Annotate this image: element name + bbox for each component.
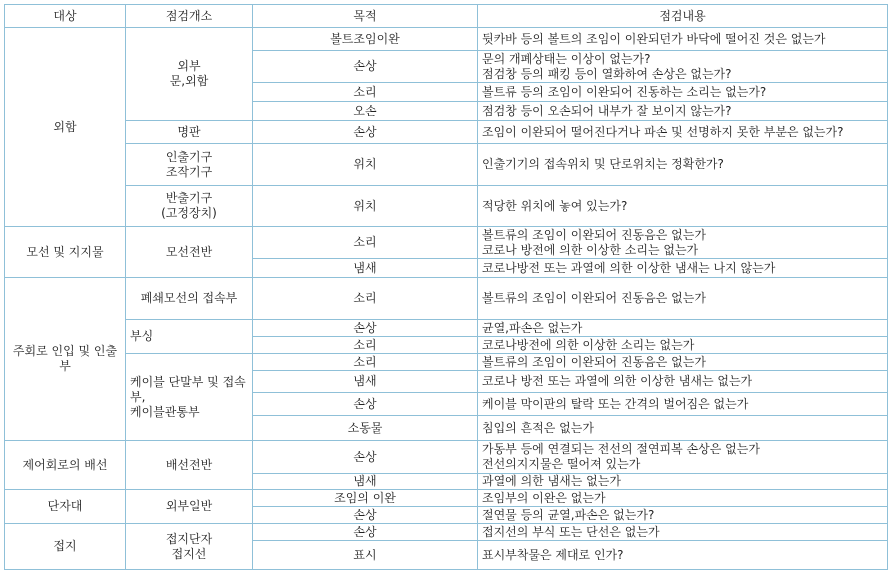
part-cell: [126, 320, 253, 354]
part-cell: [126, 354, 253, 441]
part-label: 모선전반: [165, 244, 213, 259]
content-cell: 균열,파손은 없는가: [478, 320, 888, 337]
content-cell: 볼트류의 조임이 이완되어 진동음은 없는가 코로나 방전에 의한 이상한 소리는 없는가: [478, 227, 888, 259]
table-row: [5, 320, 888, 337]
table-row: [5, 354, 888, 371]
purpose-cell: 소리: [253, 354, 478, 371]
group-cell: [5, 227, 126, 278]
part-cell: [126, 441, 253, 490]
content-cell: 점검창 등이 오손되어 내부가 잘 보이지 않는가?: [478, 102, 888, 121]
purpose-cell: 볼트조임이완: [253, 28, 478, 51]
part-cell: [126, 490, 253, 524]
content-cell: 적당한 위치에 놓여 있는가?: [478, 186, 888, 227]
part-cell: [126, 144, 253, 186]
part-cell: [126, 121, 253, 144]
group-label: 접지: [53, 539, 77, 553]
purpose-cell: 냄새: [253, 259, 478, 278]
group-label: 모선 및 지지물: [26, 244, 104, 259]
content-cell: 볼트류 등의 조임이 이완되어 진동하는 소리는 없는가?: [478, 83, 888, 102]
purpose-cell: 소리: [253, 337, 478, 354]
content-cell: 코로나방전에 의한 이상한 소리는 없는가: [478, 337, 888, 354]
part-label: 반출기구 (고정장치): [161, 191, 217, 220]
group-cell: [5, 28, 126, 227]
purpose-cell: 소동물: [253, 416, 478, 441]
content-cell: 침입의 흔적은 없는가: [478, 416, 888, 441]
group-label: 주회로 인입 및 인출부: [12, 344, 118, 373]
header-inspection-content: 점검내용: [478, 5, 888, 28]
content-cell: 문의 개폐상태는 이상이 없는가? 점검창 등의 패킹 등이 열화하여 손상은 없는가?: [478, 51, 888, 83]
content-cell: 볼트류의 조임이 이완되어 진동음은 없는가: [478, 354, 888, 371]
part-label: 명판: [177, 124, 201, 139]
group-cell: [5, 441, 126, 490]
part-label: 인출기구 조작기구: [165, 149, 213, 179]
group-cell: [5, 490, 126, 524]
purpose-cell: 손상: [253, 393, 478, 416]
part-cell: [126, 524, 253, 570]
content-cell: 과열에 의한 냄새는 없는가: [478, 474, 888, 490]
part-label: 케이블 단말부 및 접속부, 케이블관통부: [130, 374, 246, 419]
purpose-cell: 오손: [253, 102, 478, 121]
table-row: [5, 227, 888, 259]
group-label: 외함: [53, 119, 77, 134]
content-cell: 코로나방전 또는 과열에 의한 이상한 냄새는 나지 않는가: [478, 259, 888, 278]
table-row: [5, 441, 888, 474]
group-cell: [5, 524, 126, 570]
part-label: 부싱: [130, 329, 154, 343]
content-cell: 인출기기의 접속위치 및 단로위치는 정확한가?: [478, 144, 888, 186]
content-cell: 케이블 막이판의 탈락 또는 간격의 벌어짐은 없는가: [478, 393, 888, 416]
purpose-cell: 냄새: [253, 474, 478, 490]
purpose-cell: 손상: [253, 320, 478, 337]
purpose-cell: 손상: [253, 121, 478, 144]
header-purpose: 목적: [253, 5, 478, 28]
header-row: [5, 5, 888, 28]
header-inspection-point: 점검개소: [126, 5, 253, 28]
purpose-cell: 손상: [253, 507, 478, 524]
table-row: [5, 28, 888, 51]
content-cell: 접지선의 부식 또는 단선은 없는가: [478, 524, 888, 541]
part-cell: [126, 28, 253, 121]
content-cell: 조임이 이완되어 떨어진다거나 파손 및 선명하지 못한 부분은 없는가?: [478, 121, 888, 144]
purpose-cell: 손상: [253, 51, 478, 83]
purpose-cell: 소리: [253, 278, 478, 320]
purpose-cell: 손상: [253, 524, 478, 541]
table-row: [5, 121, 888, 144]
purpose-cell: 소리: [253, 227, 478, 259]
group-cell: [5, 278, 126, 441]
header-target: 대상: [5, 5, 126, 28]
content-cell: 표시부착물은 제대로 인가?: [478, 541, 888, 570]
content-cell: 볼트류의 조임이 이완되어 진동음은 없는가: [478, 278, 888, 320]
part-cell: [126, 278, 253, 320]
purpose-cell: 손상: [253, 441, 478, 474]
part-label: 접지단자 접지선: [165, 531, 213, 561]
content-cell: 가동부 등에 연결되는 전선의 절연피복 손상은 없는가 전선의지지물은 떨어져 있는가: [478, 441, 888, 474]
purpose-cell: 위치: [253, 144, 478, 186]
content-cell: 뒷카바 등의 볼트의 조임이 이완되던가 바닥에 떨어진 것은 없는가: [478, 28, 888, 51]
purpose-cell: 조임의 이완: [253, 490, 478, 507]
part-label: 외부 문,외함: [169, 59, 209, 88]
content-cell: 코로나 방전 또는 과열에 의한 이상한 냄새는 없는가: [478, 371, 888, 393]
group-label: 제어회로의 배선: [22, 457, 108, 472]
part-cell: [126, 227, 253, 278]
part-cell: [126, 186, 253, 227]
table-row: [5, 490, 888, 507]
content-cell: 절연물 등의 균열,파손은 없는가?: [478, 507, 888, 524]
part-label: 배선전반: [165, 457, 213, 472]
purpose-cell: 냄새: [253, 371, 478, 393]
table-row: [5, 278, 888, 320]
group-label: 단자대: [47, 499, 83, 513]
purpose-cell: 표시: [253, 541, 478, 570]
part-label: 폐쇄모선의 접속부: [140, 291, 238, 305]
table-row: [5, 144, 888, 186]
content-cell: 조임부의 이완은 없는가: [478, 490, 888, 507]
table-row: [5, 186, 888, 227]
purpose-cell: 소리: [253, 83, 478, 102]
purpose-cell: 위치: [253, 186, 478, 227]
inspection-table: [4, 4, 888, 570]
table-row: [5, 524, 888, 541]
part-label: 외부일반: [165, 499, 213, 513]
